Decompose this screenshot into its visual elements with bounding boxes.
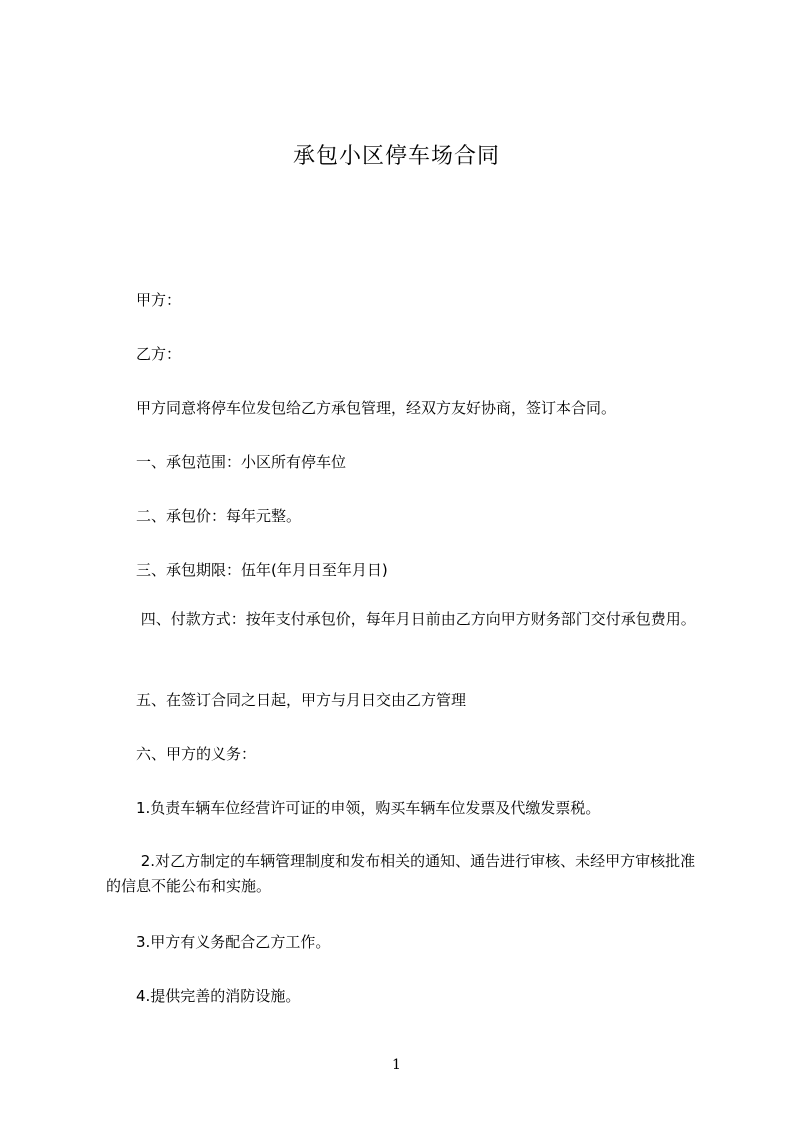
clause-party-a-duties: 六、甲方的义务：	[106, 745, 257, 763]
duty-item-1: 1.负责车辆车位经营许可证的申领，购买车辆车位发票及代缴发票税。	[106, 799, 601, 817]
duty-item-3: 3.甲方有义务配合乙方工作。	[106, 933, 331, 951]
clause-term: 三、承包期限：伍年(年月日至年月日)	[106, 561, 388, 579]
clause-price: 二、承包价：每年元整。	[106, 507, 302, 525]
duty-item-4: 4.提供完善的消防设施。	[106, 987, 301, 1005]
page-number: 1	[392, 1057, 401, 1073]
party-a-line: 甲方：	[106, 291, 182, 309]
duty-item-2: 2.对乙方制定的车辆管理制度和发布相关的通知、通告进行审核、未经甲方审核批准的信息不能公布和实施。	[106, 852, 696, 895]
document-title: 承包小区停车场合同	[292, 144, 500, 169]
clause-payment: 四、付款方式：按年支付承包价，每年月日前由乙方向甲方财务部门交付承包费用。	[106, 610, 696, 628]
party-b-line: 乙方：	[106, 345, 182, 363]
clause-scope: 一、承包范围：小区所有停车位	[106, 453, 347, 471]
intro-paragraph: 甲方同意将停车位发包给乙方承包管理，经双方友好协商，签订本合同。	[106, 399, 617, 417]
clause-handover: 五、在签订合同之日起，甲方与月日交由乙方管理	[106, 691, 467, 709]
